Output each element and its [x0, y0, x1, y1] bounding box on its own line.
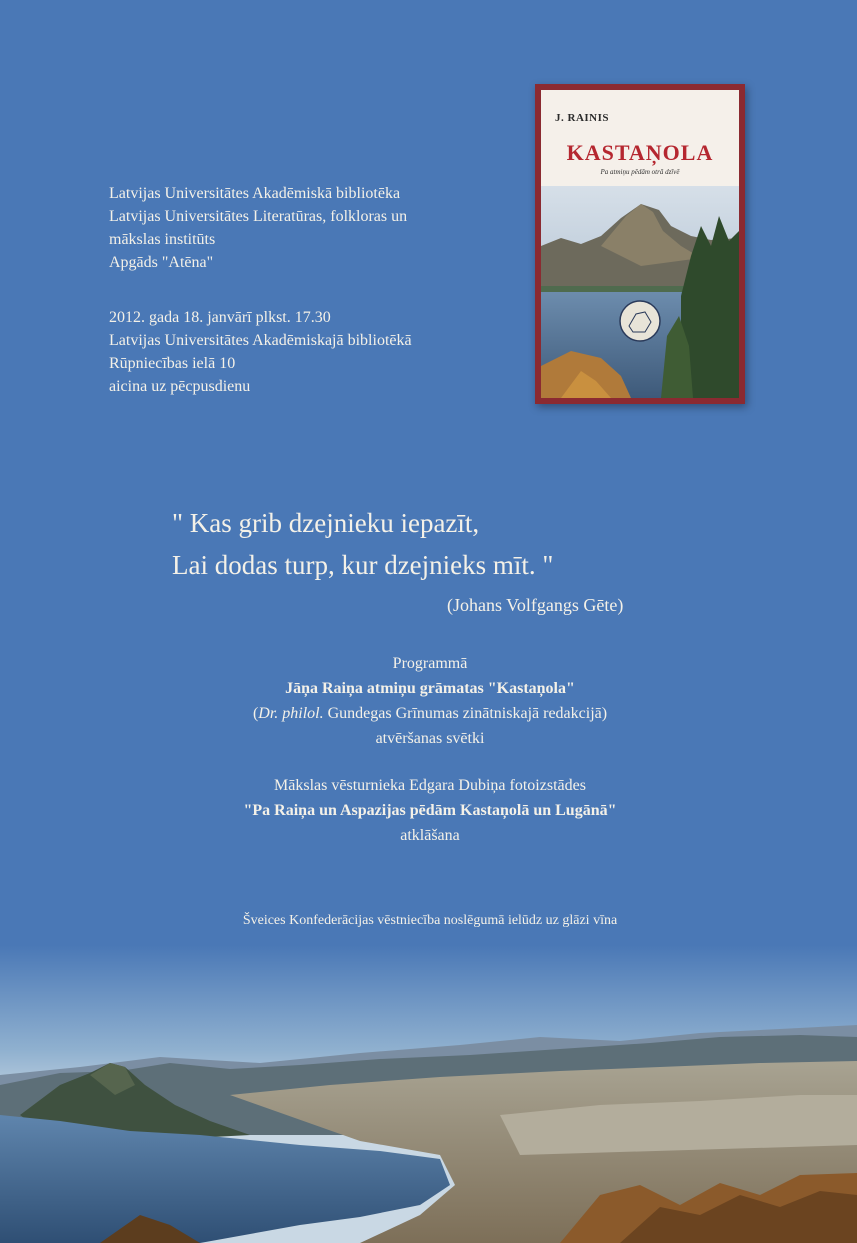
lugano-panorama-photo	[0, 945, 857, 1243]
editor-degree: Dr. philol.	[258, 705, 324, 722]
spacer	[100, 751, 760, 773]
organizer-2-continued: mākslas institūts	[109, 231, 216, 248]
quote-line-1: " Kas grib dzejnieku iepazīt,	[172, 508, 480, 538]
closing-note: Šveices Konfederācijas vēstniecība noslēgumā ielūdz uz glāzi vīna	[242, 913, 618, 928]
event-address: Rūpniecības ielā 10	[109, 355, 236, 372]
organizer-2: Latvijas Universitātes Literatūras, folkloras un	[109, 208, 408, 225]
program-heading: Programmā	[392, 655, 468, 672]
book-title: KASTAŅOLA	[566, 140, 714, 165]
program-item1-editor	[100, 701, 760, 726]
organizers-block	[109, 182, 509, 274]
event-info-block	[109, 306, 509, 398]
editor-open-paren: (	[252, 705, 259, 722]
organizer-1: Latvijas Universitātes Akadēmiskā bibliotēka	[109, 185, 401, 202]
program-item2-title: "Pa Raiņa un Aspazijas pēdām Kastaņolā un Lugānā"	[243, 802, 617, 819]
quote-line-2: Lai dodas turp, kur dzejnieks mīt. "	[172, 550, 554, 580]
book-subtitle: Pa atmiņu pēdām otrā dzīvē	[600, 168, 680, 176]
editor-name: Gundegas Grīnumas zinātniskajā redakcijā)	[323, 705, 608, 722]
organizer-3: Apgāds "Atēna"	[109, 254, 214, 271]
event-invitation: aicina uz pēcpusdienu	[109, 378, 251, 395]
program-item1-event: atvēršanas svētki	[375, 730, 485, 747]
program-block	[100, 651, 760, 848]
program-item1-title: Jāņa Raiņa atmiņu grāmatas "Kastaņola"	[285, 680, 575, 697]
book-cover-photo	[541, 186, 739, 398]
program-item2-event: atklāšana	[400, 827, 460, 844]
book-cover	[535, 84, 745, 404]
event-datetime: 2012. gada 18. janvārī plkst. 17.30	[109, 309, 331, 326]
quote-author: (Johans Volfgangs Gēte)	[447, 595, 624, 615]
book-author: J. RAINIS	[555, 112, 610, 124]
book-cover-inner	[541, 90, 739, 398]
quote-block	[172, 502, 732, 586]
program-item2-intro: Mākslas vēsturnieka Edgara Dubiņa fotoizstādes	[274, 777, 586, 794]
event-venue: Latvijas Universitātes Akadēmiskajā bibliotēkā	[109, 332, 412, 349]
